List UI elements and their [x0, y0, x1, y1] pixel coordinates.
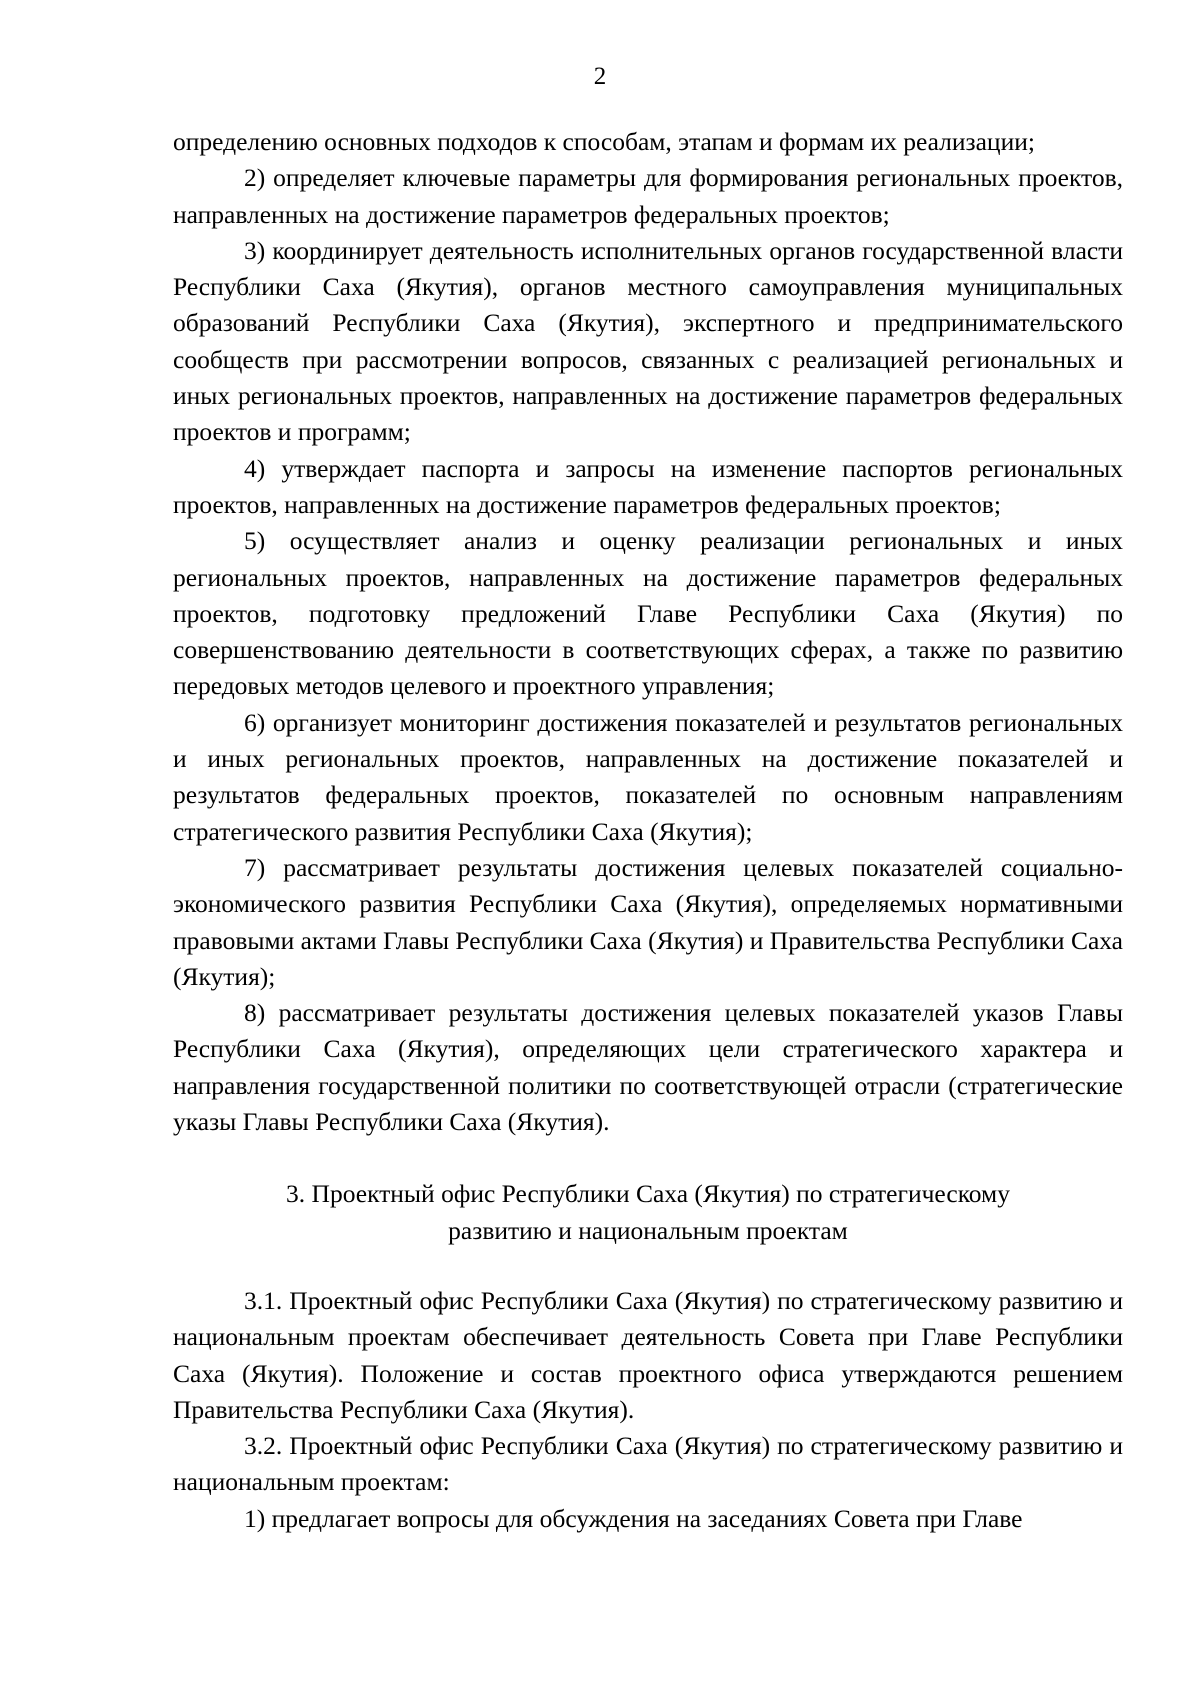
paragraph-3-1: 3.1. Проектный офис Республики Саха (Якутия) по стратегическому развитию и национальным проектам обеспечивает деятельность Совета при Главе Республики Саха (Якутия). Положение и состав проектного офиса утверждаются решением Правительства Республики Саха (Якутия). — [173, 1285, 1123, 1424]
paragraph-3-2-item-1: 1) предлагает вопросы для обсуждения на заседаниях Совета при Главе — [244, 1503, 1023, 1533]
paragraph-item-4: 4) утверждает паспорта и запросы на изменение паспортов региональных проектов, направленных на достижение параметров федеральных проектов; — [173, 453, 1123, 519]
paragraph-3-2: 3.2. Проектный офис Республики Саха (Якутия) по стратегическому развитию и национальным проектам: — [173, 1431, 1123, 1497]
paragraph-item-6: 6) организует мониторинг достижения показателей и результатов региональных и иных региональных проектов, направленных на достижение показателей и результатов федеральных проектов, показателей по основным направлениям стратегического развития Республики Саха (Якутия); — [173, 707, 1123, 846]
paragraph-item-3: 3) координирует деятельность исполнительных органов государственной власти Республики Саха (Якутия), органов местного самоуправления муниципальных образований Республики Саха (Якутия), экспертного и предпринимательского сообществ при рассмотрении вопросов, связанных с реализацией региональных и иных региональных проектов, направленных на достижение параметров федеральных проектов и программ; — [173, 235, 1123, 447]
page-number: 2 — [593, 63, 607, 90]
paragraph-item-5: 5) осуществляет анализ и оценку реализации региональных и иных региональных проектов, направленных на достижение параметров федеральных проектов, подготовку предложений Главе Республики Саха (Якутия) по совершенствованию деятельности в соответствующих сферах, а также по развитию передовых методов целевого и проектного управления; — [173, 526, 1123, 701]
paragraph-item-7: 7) рассматривает результаты достижения целевых показателей социально-экономического развития Республики Саха (Якутия), определяемых нормативными правовыми актами Главы Республики Саха (Якутия) и Правительства Республики Саха (Якутия); — [173, 852, 1123, 991]
paragraph-continuation: определению основных подходов к способам, этапам и формам их реализации; — [173, 127, 1035, 156]
paragraph-item-2: 2) определяет ключевые параметры для формирования региональных проектов, направленных на достижение параметров федеральных проектов; — [173, 163, 1123, 229]
paragraph-item-8: 8) рассматривает результаты достижения целевых показателей указов Главы Республики Саха (Якутия), определяющих цели стратегического характера и направления государственной политики по соответствующей отрасли (стратегические указы Главы Республики Саха (Якутия). — [173, 998, 1123, 1137]
section-heading: 3. Проектный офис Республики Саха (Якутия) по стратегическому развитию и национальным проектам — [286, 1179, 1010, 1245]
document-body — [173, 124, 1123, 1537]
